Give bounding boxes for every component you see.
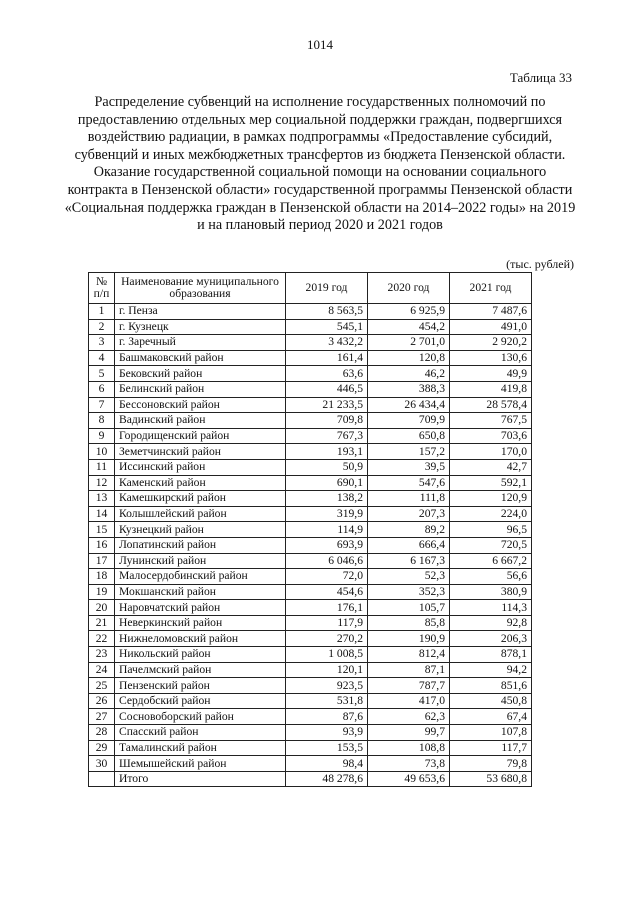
- value-2019-cell: 138,2: [286, 491, 368, 507]
- document-title: Распределение субвенций на исполнение государственных полномочий по предоставлению отдельных мер социальной поддержки граждан, подвергшихся воздействию радиации, в рамках подпрограммы «Предоставление субсидий, субвенций и иных межбюджетных трансфертов из бюджета Пензенской области. Оказание государственной социальной помощи на основании социального контракта в Пензенской области» государственной программы Пензенской области «Социальная поддержка граждан в Пензенской области на 2014–2022 годы» на 2019 и на плановый период 2020 и 2021 годов: [64, 94, 576, 234]
- table-row: [89, 584, 532, 600]
- value-2021-cell: 117,7: [450, 740, 532, 756]
- row-number-cell: 28: [89, 725, 115, 741]
- table-row: [89, 319, 532, 335]
- value-2019-cell: 63,6: [286, 366, 368, 382]
- municipality-name-cell: Земетчинский район: [115, 444, 286, 460]
- table-header-row: [89, 273, 532, 304]
- row-number-cell: 9: [89, 428, 115, 444]
- row-number-cell: 23: [89, 647, 115, 663]
- value-2021-cell: 224,0: [450, 506, 532, 522]
- value-2020-cell: 709,9: [368, 413, 450, 429]
- value-2019-cell: 923,5: [286, 678, 368, 694]
- value-2021-cell: 720,5: [450, 537, 532, 553]
- value-2019-cell: 48 278,6: [286, 771, 368, 787]
- municipality-name-cell: г. Пенза: [115, 304, 286, 320]
- value-2020-cell: 73,8: [368, 756, 450, 772]
- value-2020-cell: 26 434,4: [368, 397, 450, 413]
- table-row: [89, 709, 532, 725]
- value-2021-cell: 170,0: [450, 444, 532, 460]
- value-2020-cell: 547,6: [368, 475, 450, 491]
- row-number-cell: 22: [89, 631, 115, 647]
- table-row: [89, 459, 532, 475]
- value-2021-cell: 380,9: [450, 584, 532, 600]
- municipality-name-cell: Вадинский район: [115, 413, 286, 429]
- value-2021-cell: 2 920,2: [450, 335, 532, 351]
- value-2019-cell: 50,9: [286, 459, 368, 475]
- table-body: [89, 304, 532, 787]
- value-2019-cell: 545,1: [286, 319, 368, 335]
- row-number-cell: 5: [89, 366, 115, 382]
- table-row: [89, 569, 532, 585]
- value-2019-cell: 161,4: [286, 350, 368, 366]
- value-2021-cell: 206,3: [450, 631, 532, 647]
- municipality-name-cell: Наровчатский район: [115, 600, 286, 616]
- municipality-name-cell: Иссинский район: [115, 459, 286, 475]
- value-2020-cell: 85,8: [368, 615, 450, 631]
- table-row: [89, 304, 532, 320]
- table-row: [89, 475, 532, 491]
- value-2019-cell: 6 046,6: [286, 553, 368, 569]
- value-2020-cell: 105,7: [368, 600, 450, 616]
- row-number-cell: 2: [89, 319, 115, 335]
- table-row: [89, 631, 532, 647]
- value-2019-cell: 446,5: [286, 381, 368, 397]
- value-2020-cell: 666,4: [368, 537, 450, 553]
- value-2020-cell: 388,3: [368, 381, 450, 397]
- value-2019-cell: 709,8: [286, 413, 368, 429]
- value-2021-cell: 53 680,8: [450, 771, 532, 787]
- value-2020-cell: 49 653,6: [368, 771, 450, 787]
- value-2021-cell: 767,5: [450, 413, 532, 429]
- value-2021-cell: 79,8: [450, 756, 532, 772]
- row-number-cell: 18: [89, 569, 115, 585]
- row-number-cell: 29: [89, 740, 115, 756]
- municipality-name-cell: Сосновоборский район: [115, 709, 286, 725]
- value-2020-cell: 52,3: [368, 569, 450, 585]
- row-number-cell: [89, 771, 115, 787]
- table-row: [89, 693, 532, 709]
- table-row: [89, 506, 532, 522]
- value-2019-cell: 690,1: [286, 475, 368, 491]
- value-2019-cell: 117,9: [286, 615, 368, 631]
- value-2020-cell: 190,9: [368, 631, 450, 647]
- municipality-name-cell: Пачелмский район: [115, 662, 286, 678]
- table-row: [89, 350, 532, 366]
- value-2021-cell: 6 667,2: [450, 553, 532, 569]
- value-2020-cell: 417,0: [368, 693, 450, 709]
- value-2019-cell: 8 563,5: [286, 304, 368, 320]
- row-number-cell: 17: [89, 553, 115, 569]
- value-2019-cell: 176,1: [286, 600, 368, 616]
- value-2019-cell: 3 432,2: [286, 335, 368, 351]
- subvention-table: [88, 272, 532, 787]
- header-name: Наименование муниципального образования: [115, 273, 286, 304]
- header-2021: 2021 год: [450, 273, 532, 304]
- units-note: (тыс. рублей): [506, 257, 574, 271]
- value-2021-cell: 7 487,6: [450, 304, 532, 320]
- value-2019-cell: 193,1: [286, 444, 368, 460]
- value-2019-cell: 120,1: [286, 662, 368, 678]
- row-number-cell: 19: [89, 584, 115, 600]
- table-row: [89, 413, 532, 429]
- municipality-name-cell: Итого: [115, 771, 286, 787]
- row-number-cell: 14: [89, 506, 115, 522]
- row-number-cell: 7: [89, 397, 115, 413]
- row-number-cell: 26: [89, 693, 115, 709]
- value-2020-cell: 62,3: [368, 709, 450, 725]
- value-2020-cell: 787,7: [368, 678, 450, 694]
- row-number-cell: 13: [89, 491, 115, 507]
- table-row: [89, 444, 532, 460]
- value-2020-cell: 111,8: [368, 491, 450, 507]
- row-number-cell: 15: [89, 522, 115, 538]
- table-row: [89, 491, 532, 507]
- table-label: Таблица 33: [509, 70, 572, 85]
- table-row: [89, 725, 532, 741]
- table-row: [89, 740, 532, 756]
- row-number-cell: 16: [89, 537, 115, 553]
- value-2021-cell: 130,6: [450, 350, 532, 366]
- value-2019-cell: 87,6: [286, 709, 368, 725]
- value-2021-cell: 878,1: [450, 647, 532, 663]
- table-row: [89, 678, 532, 694]
- table-row: [89, 366, 532, 382]
- municipality-name-cell: Камешкирский район: [115, 491, 286, 507]
- value-2021-cell: 28 578,4: [450, 397, 532, 413]
- table-row: [89, 522, 532, 538]
- municipality-name-cell: Сердобский район: [115, 693, 286, 709]
- table-row: [89, 428, 532, 444]
- value-2019-cell: 21 233,5: [286, 397, 368, 413]
- municipality-name-cell: Мокшанский район: [115, 584, 286, 600]
- header-num: № п/п: [89, 273, 115, 304]
- value-2021-cell: 96,5: [450, 522, 532, 538]
- row-number-cell: 1: [89, 304, 115, 320]
- row-number-cell: 4: [89, 350, 115, 366]
- value-2021-cell: 114,3: [450, 600, 532, 616]
- value-2019-cell: 454,6: [286, 584, 368, 600]
- header-2019: 2019 год: [286, 273, 368, 304]
- table-row: [89, 381, 532, 397]
- value-2020-cell: 120,8: [368, 350, 450, 366]
- value-2021-cell: 67,4: [450, 709, 532, 725]
- municipality-name-cell: Никольский район: [115, 647, 286, 663]
- municipality-name-cell: Лопатинский район: [115, 537, 286, 553]
- value-2021-cell: 49,9: [450, 366, 532, 382]
- row-number-cell: 20: [89, 600, 115, 616]
- value-2020-cell: 108,8: [368, 740, 450, 756]
- row-number-cell: 10: [89, 444, 115, 460]
- municipality-name-cell: Каменский район: [115, 475, 286, 491]
- value-2020-cell: 650,8: [368, 428, 450, 444]
- table-row: [89, 553, 532, 569]
- table-row: [89, 335, 532, 351]
- value-2021-cell: 491,0: [450, 319, 532, 335]
- municipality-name-cell: Нижнеломовский район: [115, 631, 286, 647]
- municipality-name-cell: Городищенский район: [115, 428, 286, 444]
- row-number-cell: 21: [89, 615, 115, 631]
- value-2021-cell: 94,2: [450, 662, 532, 678]
- municipality-name-cell: Неверкинский район: [115, 615, 286, 631]
- table-row: [89, 647, 532, 663]
- total-row: [89, 771, 532, 787]
- value-2020-cell: 6 167,3: [368, 553, 450, 569]
- municipality-name-cell: Бековский район: [115, 366, 286, 382]
- row-number-cell: 12: [89, 475, 115, 491]
- municipality-name-cell: г. Кузнецк: [115, 319, 286, 335]
- row-number-cell: 24: [89, 662, 115, 678]
- value-2020-cell: 352,3: [368, 584, 450, 600]
- header-2020: 2020 год: [368, 273, 450, 304]
- value-2019-cell: 98,4: [286, 756, 368, 772]
- value-2021-cell: 120,9: [450, 491, 532, 507]
- value-2019-cell: 767,3: [286, 428, 368, 444]
- value-2019-cell: 1 008,5: [286, 647, 368, 663]
- value-2021-cell: 419,8: [450, 381, 532, 397]
- value-2021-cell: 592,1: [450, 475, 532, 491]
- municipality-name-cell: Колышлейский район: [115, 506, 286, 522]
- value-2020-cell: 99,7: [368, 725, 450, 741]
- value-2019-cell: 531,8: [286, 693, 368, 709]
- value-2020-cell: 207,3: [368, 506, 450, 522]
- row-number-cell: 8: [89, 413, 115, 429]
- value-2020-cell: 812,4: [368, 647, 450, 663]
- municipality-name-cell: Малосердобинский район: [115, 569, 286, 585]
- municipality-name-cell: Башмаковский район: [115, 350, 286, 366]
- value-2019-cell: 114,9: [286, 522, 368, 538]
- row-number-cell: 11: [89, 459, 115, 475]
- municipality-name-cell: Шемышейский район: [115, 756, 286, 772]
- value-2019-cell: 270,2: [286, 631, 368, 647]
- value-2020-cell: 6 925,9: [368, 304, 450, 320]
- value-2020-cell: 46,2: [368, 366, 450, 382]
- page-number: 1014: [307, 37, 333, 52]
- value-2021-cell: 703,6: [450, 428, 532, 444]
- value-2021-cell: 851,6: [450, 678, 532, 694]
- value-2020-cell: 89,2: [368, 522, 450, 538]
- row-number-cell: 30: [89, 756, 115, 772]
- table-row: [89, 615, 532, 631]
- value-2019-cell: 153,5: [286, 740, 368, 756]
- value-2020-cell: 2 701,0: [368, 335, 450, 351]
- value-2020-cell: 87,1: [368, 662, 450, 678]
- value-2019-cell: 93,9: [286, 725, 368, 741]
- value-2021-cell: 92,8: [450, 615, 532, 631]
- municipality-name-cell: Белинский район: [115, 381, 286, 397]
- table-row: [89, 662, 532, 678]
- municipality-name-cell: Спасский район: [115, 725, 286, 741]
- value-2019-cell: 72,0: [286, 569, 368, 585]
- value-2021-cell: 107,8: [450, 725, 532, 741]
- table-row: [89, 756, 532, 772]
- municipality-name-cell: Пензенский район: [115, 678, 286, 694]
- municipality-name-cell: г. Заречный: [115, 335, 286, 351]
- municipality-name-cell: Бессоновский район: [115, 397, 286, 413]
- value-2021-cell: 42,7: [450, 459, 532, 475]
- row-number-cell: 27: [89, 709, 115, 725]
- row-number-cell: 25: [89, 678, 115, 694]
- row-number-cell: 3: [89, 335, 115, 351]
- table-row: [89, 537, 532, 553]
- table-row: [89, 600, 532, 616]
- row-number-cell: 6: [89, 381, 115, 397]
- value-2020-cell: 39,5: [368, 459, 450, 475]
- value-2020-cell: 157,2: [368, 444, 450, 460]
- value-2021-cell: 56,6: [450, 569, 532, 585]
- value-2020-cell: 454,2: [368, 319, 450, 335]
- value-2021-cell: 450,8: [450, 693, 532, 709]
- value-2019-cell: 693,9: [286, 537, 368, 553]
- municipality-name-cell: Тамалинский район: [115, 740, 286, 756]
- value-2019-cell: 319,9: [286, 506, 368, 522]
- table-row: [89, 397, 532, 413]
- municipality-name-cell: Лунинский район: [115, 553, 286, 569]
- municipality-name-cell: Кузнецкий район: [115, 522, 286, 538]
